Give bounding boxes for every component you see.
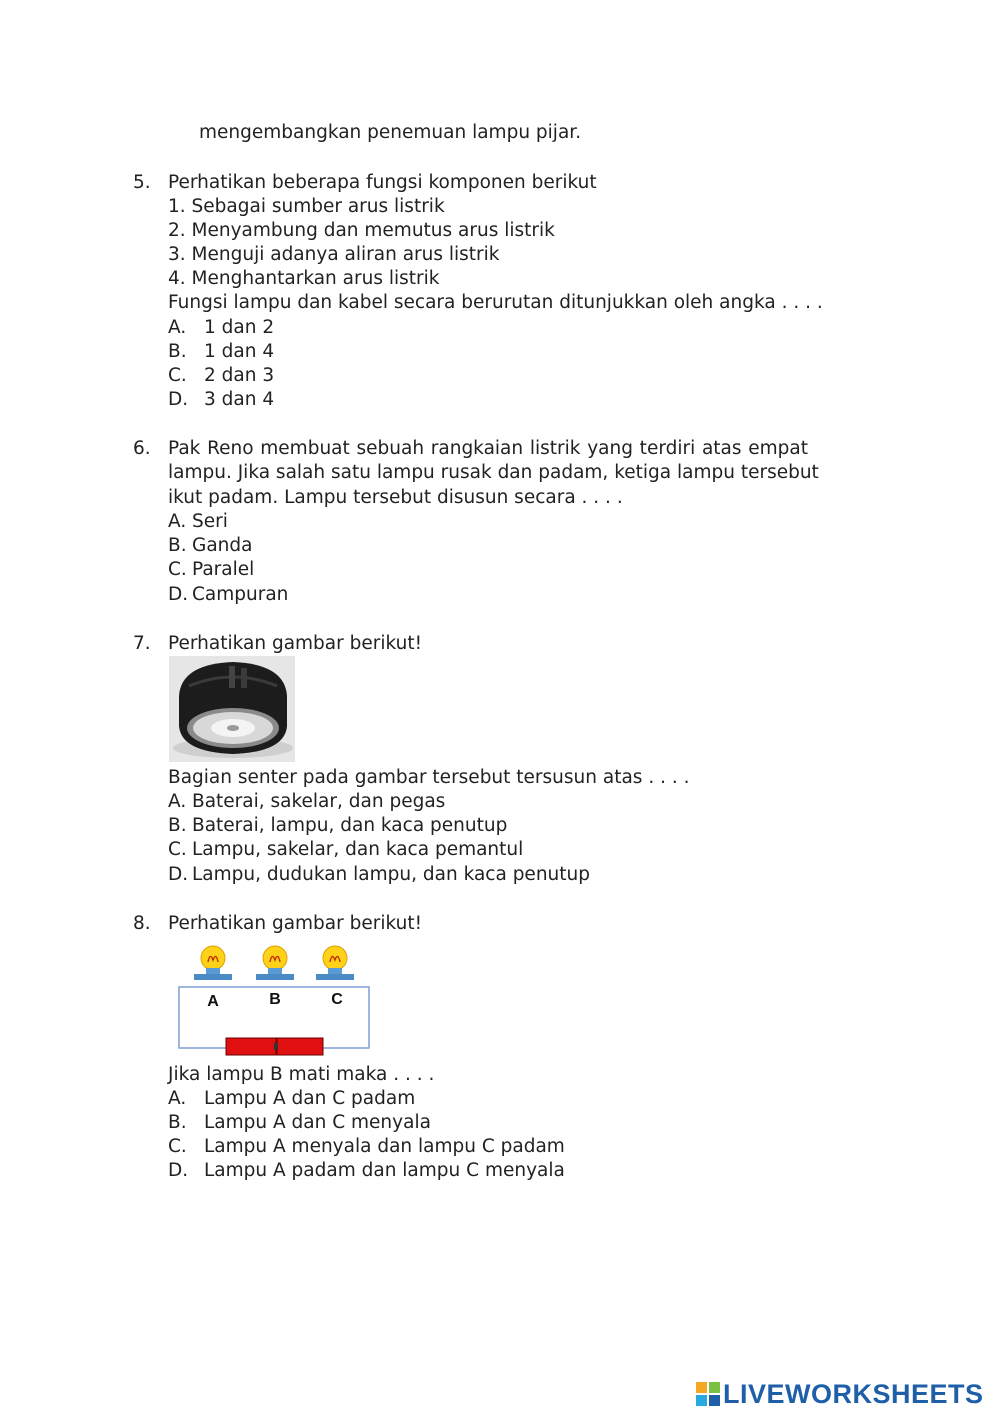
option-letter: A. [168,511,187,532]
option-text: Campuran [192,584,289,605]
q6-option-d[interactable] [168,583,288,607]
lamp-a-icon [194,946,232,980]
option-letter: A. [168,1088,187,1109]
flashlight-image [169,656,295,762]
option-text: Lampu, dudukan lampu, dan kaca penutup [192,864,590,885]
q7-stem: Perhatikan gambar berikut! [168,633,423,654]
option-text: 2 dan 3 [204,365,275,386]
option-letter: C. [168,839,187,860]
q7-option-b[interactable] [168,814,507,838]
option-text: Ganda [192,535,253,556]
option-text: Baterai, sakelar, dan pegas [192,791,446,812]
flashlight-illustration [169,656,295,762]
option-letter: A. [168,317,187,338]
q6-option-a[interactable] [168,510,228,534]
liveworksheets-logo[interactable] [696,1378,984,1410]
option-text: 1 dan 4 [204,341,275,362]
q6-option-b[interactable] [168,534,252,558]
option-text: Lampu, sakelar, dan kaca pemantul [192,839,524,860]
q5-number: 5. [133,172,151,193]
option-text: Lampu A menyala dan lampu C padam [204,1136,565,1157]
q5-item: 3. Menguji adanya aliran arus listrik [168,244,500,265]
q5-option-b[interactable] [168,340,274,364]
q6-question: ikut padam. Lampu tersebut disusun secara . . . . [168,487,623,508]
carryover-text: mengembangkan penemuan lampu pijar. [199,122,582,143]
q8-option-d[interactable] [168,1159,565,1183]
q6-option-c[interactable] [168,558,254,582]
option-letter: B. [168,815,187,836]
q5-option-d[interactable] [168,388,274,412]
option-text: Seri [192,511,228,532]
option-letter: C. [168,559,187,580]
q5-item: 1. Sebagai sumber arus listrik [168,196,445,217]
option-text: Lampu A padam dan lampu C menyala [204,1160,565,1181]
logo-badge-icon [696,1382,720,1406]
lamp-label-b: B [269,991,281,1008]
option-letter: C. [168,365,187,386]
q7-question: Bagian senter pada gambar tersebut tersusun atas . . . . [168,767,690,788]
option-text: Lampu A dan C menyala [204,1112,431,1133]
option-letter: D. [168,389,189,410]
q5-stem: Perhatikan beberapa fungsi komponen berikut [168,172,597,193]
option-letter: A. [168,791,187,812]
option-text: Baterai, lampu, dan kaca penutup [192,815,508,836]
q5-question: Fungsi lampu dan kabel secara berurutan ditunjukkan oleh angka . . . . [168,292,823,313]
q6-stem-line: lampu. Jika salah satu lampu rusak dan padam, ketiga lampu tersebut [168,462,819,483]
circuit-illustration [170,940,380,1060]
lamp-b-icon [256,946,294,980]
q5-item: 2. Menyambung dan memutus arus listrik [168,220,555,241]
lamp-label-a: A [207,993,219,1010]
q5-option-a[interactable] [168,316,274,340]
logo-text: LIVEWORKSHEETS [723,1378,984,1409]
q7-option-a[interactable] [168,790,445,814]
q6-number: 6. [133,438,151,459]
lamp-c-icon [316,946,354,980]
q7-number: 7. [133,633,151,654]
q8-question: Jika lampu B mati maka . . . . [168,1064,435,1085]
option-letter: D. [168,1160,189,1181]
option-text: 1 dan 2 [204,317,275,338]
option-letter: B. [168,535,187,556]
q5-option-c[interactable] [168,364,274,388]
option-text: Lampu A dan C padam [204,1088,416,1109]
option-letter: B. [168,1112,187,1133]
q8-stem: Perhatikan gambar berikut! [168,913,423,934]
circuit-diagram [170,940,380,1060]
option-letter: B. [168,341,187,362]
option-letter: D. [168,584,189,605]
option-letter: D. [168,864,189,885]
option-letter: C. [168,1136,187,1157]
q8-option-b[interactable] [168,1111,431,1135]
lamp-label-c: C [331,991,343,1008]
q6-stem-line: Pak Reno membuat sebuah rangkaian listrik yang terdiri atas empat [168,438,808,459]
option-text: Paralel [192,559,255,580]
q8-option-a[interactable] [168,1087,415,1111]
q5-item: 4. Menghantarkan arus listrik [168,268,440,289]
option-text: 3 dan 4 [204,389,275,410]
q7-option-d[interactable] [168,863,590,887]
q7-option-c[interactable] [168,838,523,862]
q8-option-c[interactable] [168,1135,565,1159]
q8-number: 8. [133,913,151,934]
